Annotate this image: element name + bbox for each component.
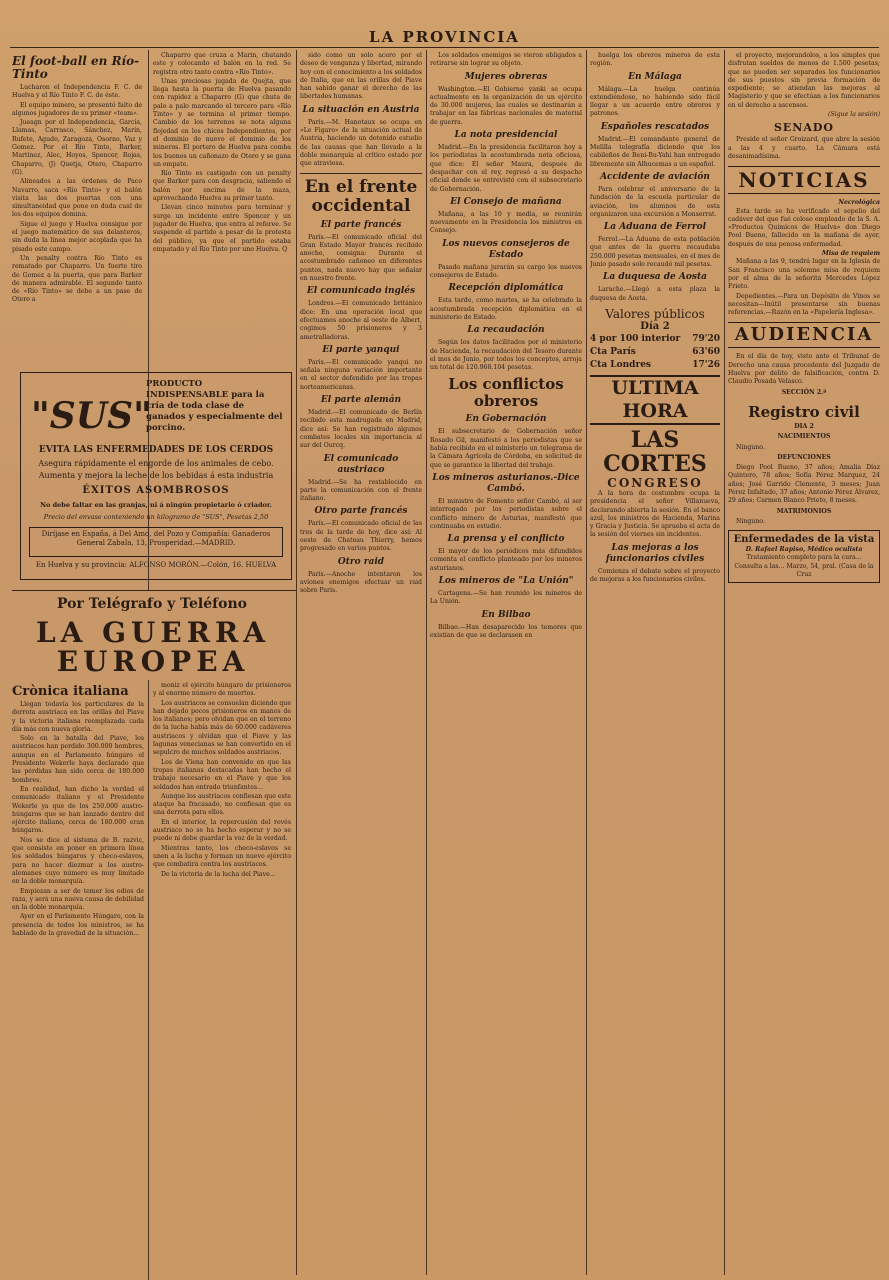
necrologica-heading: Necrológica: [838, 199, 880, 207]
section-heading: Recepción diplomática: [448, 283, 564, 294]
sus-line: No debe faltar en las granjas, ni á ningún propietario ó criador.: [40, 501, 272, 509]
article-paragraph: Madrid.—El comunicado de Berlín recibido esta madrugada en Madrid, dice así: Se han registrado algunos combates locales sin importancia al sur del Ourcq.: [300, 409, 422, 450]
conflictos-headline: Los conflictos obreros: [448, 375, 564, 411]
defunciones-heading: DEFUNCIONES: [777, 453, 831, 461]
vista-title: Enfermedades de la vista: [733, 534, 875, 546]
valores-value: 17'26: [692, 359, 720, 370]
cronica-paragraph: Nos se dice al sistema de B. razvic, que consiste en poner en primera línea los soldados húngaros y checo-eslavos, para no hacer diezmar a los austro-alemanes cuyo número es muy limitado en la doble monarquía.: [12, 836, 144, 886]
sus-advertisement: [20, 372, 292, 580]
misa-heading: Misa de requiem: [821, 250, 880, 258]
section-heading: En Bilbao: [481, 609, 531, 620]
sus-line: En Huelva y su provincia: ALFONSO MORÓN.—Colón, 16. HUELVA: [35, 561, 277, 569]
registro-date: DIA 2: [794, 422, 814, 430]
section-heading: El comunicado austriaco: [323, 453, 399, 475]
section-heading: Españoles rescatados: [600, 121, 710, 132]
valores-value: 79'20: [692, 333, 720, 344]
article-paragraph: Londres.—El comunicado británico dice: En una operación local que efectuamos anoche al oeste de Albert, cogimos 50 prisioneros y 3 ametralladoras.: [300, 300, 422, 341]
congreso-heading: CONGRESO: [607, 475, 703, 490]
masthead: LA PROVINCIA: [369, 28, 520, 46]
cronica-paragraph: Mientras tanto, los checo-eslavos se unen a la lucha y forman un nuevo ejército que combatirá contra los austriacos.: [153, 844, 291, 869]
article-paragraph: Ninguno.: [736, 517, 765, 525]
noticias-headline: NOTICIAS: [728, 166, 880, 194]
telegrafo-heading: Por Telégrafo y Teléfono: [57, 596, 247, 612]
ultima-hora-headline: ULTIMA HORA: [590, 375, 720, 425]
top-rule: [10, 47, 879, 48]
football-continuation: [153, 52, 291, 364]
article-paragraph: huelga los obreros mineros de esta región.: [590, 52, 720, 68]
article-paragraph: Ninguno.: [736, 443, 765, 451]
article-paragraph: Madrid.—El comandante general de Melilla telegrafía diciendo que los cabileños de Beni-Bu-Yahi han entregado libremente sin Alhucemas a un español.: [590, 135, 720, 168]
article-paragraph: Madrid.—Se ha restablecido en parte la comunicación con el frente italiano.: [300, 478, 422, 503]
sus-line: Aumenta y mejora la leche de los bebidas á esta industria: [38, 471, 274, 480]
article-paragraph: Larache.—Llegó a esta plaza la duquesa de Aosta.: [590, 286, 720, 302]
section-rule: [12, 590, 296, 591]
section-heading: Los nuevos consejeros de Estado: [442, 238, 570, 260]
article-paragraph: Mañana, a las 10 y media, se reunirán nuevamente en la Presidencia los ministros en Consejo.: [430, 210, 582, 235]
cronica-paragraph: Llegan todavía los particulares de la derrota austriaca en las orillas del Piave y la victoria italiana reemplazada cada día más con nueva gloria.: [12, 701, 144, 733]
nacimientos-heading: NACIMIENTOS: [777, 433, 831, 441]
football-paragraph: Un penalty contra Río Tinto es rematado por Chaparro. Un fuerte tiro de Gomez a la puerta, que para Barker de manera admirable. El segundo tanto de «Río Tinto» se debe a un pase de Otero a: [12, 254, 142, 304]
football-article: [12, 52, 142, 372]
column-rule: [586, 50, 587, 1275]
article-paragraph: El subsecretario de Gobernación señor Rosado Gil, manifestó a los periodistas que se había recibido en el ministerio un telegrama de la Cámara Agrícola de Córdoba, en solicitud de que se garantice la libertad del trabajo.: [430, 428, 582, 469]
sus-line: Diríjase en España, á Del Amo, del Pozo y Compañía: Ganaderos General Zabala, 13, Prosperidad.—MADRID.: [29, 527, 283, 557]
article-paragraph: sido como un solo acero por el deseo de venganza y libertad, mirando hoy con el conocimiento a los soldados de Italia, que en las orillas del Piave han sabido ganar el derecho de las libertades humanas.: [300, 52, 422, 101]
article-paragraph: París.—El comunicado oficial del Gran Estado Mayor francés recibido anoche, consigna: Durante el acostumbrado cañoneo en diferentes puntos, nada nuevo hay que señalar en nuestro frente.: [300, 233, 422, 283]
column-rule: [724, 50, 725, 1275]
article-paragraph: Los soldados enemigos se vieron obligados a retirarse sin lograr su objeto.: [430, 52, 582, 68]
football-paragraph: Llevan cinco minutos para terminar y surge un incidente entre Spencer y un jugador de Huelva, que entra al referee. Se suspende el partido a pesar de la protesta del público, ya que el partido estaba empatado y el Río Tinto por uno Huelva. Q: [153, 204, 291, 253]
valores-label: Cta Londres: [590, 359, 651, 370]
sus-line: ÉXITOS ASOMBROSOS: [82, 485, 230, 496]
valores-row: [590, 333, 720, 346]
article-paragraph: París.—El comunicado oficial de las tres de la tarde de hoy, dice así: Al oeste de Chateau Thierry, hemos progresado en varios puntos.: [300, 520, 422, 553]
valores-value: 63'60: [692, 346, 720, 357]
article-paragraph: Pasado mañana jurarán su cargo los nuevos consejeros de Estado.: [430, 263, 582, 280]
cronica-paragraph: Solo en la batalla del Piave, los austriacos han perdido 300.000 hombres, aunque en el Parlamento húngaro el Presidente Wekerle haya declarado que las pérdidas han sido cerca de 180.000 hombres.: [12, 735, 144, 784]
matrimonios-heading: MATRIMONIOS: [776, 507, 832, 515]
section-heading: La Aduana de Ferrol: [603, 222, 707, 233]
article-paragraph: París.—El comunicado yanqui no señala ninguna variación importante en el sector defendido por las tropas norteamericanas.: [300, 358, 422, 391]
section-heading: En Málaga: [628, 71, 682, 82]
section-heading: Los mineros de "La Unión": [438, 575, 574, 586]
cronica-paragraph: En el interior, la repercusión del revés austriaco no se ha hecho esperar y no se puede ni debe guardar la voz de la verdad.: [153, 818, 291, 843]
article-paragraph: Según los datos facilitados por el ministerio de Hacienda, la recaudación del Tesoro durante el mes de Junio, por todos los conceptos, arroja un total de 120.968.104 pesetas.: [430, 339, 582, 372]
guerra-headline: LA GUERRA EUROPEA: [35, 616, 271, 678]
section-heading: El Consejo de mañana: [450, 196, 562, 207]
football-paragraph: Unas preciosas jugada de Quejta, que llega hasta la puerta de Huelva pasando con rapidez a Chaparro (G) que chuta de palo a palo marcando el tercero para «Río Tinto» y se termina el primer tiempo. Cambio de los terrenos se nota alguna flojedad en los chicos Independientes, por el dominio de nuevo el dominio de los mineros. El portero de Huelva para comba los buenos un cañonazo de Otero y se gana un empate.: [153, 77, 291, 168]
section-rule: [300, 173, 422, 174]
article-paragraph: El ministro de Fomento señor Cambó, al ser interrogado por los periodistas sobre el conflicto minero de Asturias, manifestó que continuaba en estudio.: [430, 497, 582, 530]
cronica-article: [12, 682, 144, 1272]
article-paragraph: En el día de hoy, visto ante el Tribunal de Derecho una causa procedente del Juzgado de Huelva por delito de falsificación, contra D. Claudio Posada Velasco.: [728, 353, 880, 386]
football-paragraph: Jueagn por el Independencia, García, Llamas, Carrasco, Sánchez, Marín, Rufete, Agudo, Zaragoza, Osorno, Vaz y Gomez. Por el Río Tinto, Barker, Martínez, Alec, Hoyos, Spencer, Rojas, Chaparro, (J) Quetja, Otero, Chaparro (G).: [12, 119, 142, 176]
section-heading: Los mineros asturianos.-Dice Cambó.: [432, 472, 580, 494]
noticias-column: [728, 52, 880, 1272]
column-rule: [426, 50, 427, 1275]
article-paragraph: Depedientes.—Para un Depósito de Vinos se necesitan—Inútil presentarse sin buenas referencias.—Razón en la «Papelería Inglesa».: [728, 292, 880, 317]
sus-tagline: PRODUCTO INDISPENSABLE para la cría de toda clase de ganados y especialmente del porcino.: [146, 379, 283, 433]
vista-advertisement: [728, 530, 880, 583]
cronica-paragraph: moniz el ejército húngaro de prisioneros y al enorme número de muertos.: [153, 682, 291, 698]
section-heading: La recaudación: [467, 325, 545, 336]
cronica-paragraph: Aunque los austriacos confiesan que este ataque ha fracasado, no confiesan que es una derrota para ellos.: [153, 792, 291, 817]
cortes-headline: LAS CORTES: [603, 426, 707, 477]
sus-line: EVITA LAS ENFERMEDADES DE LOS CERDOS: [38, 445, 274, 455]
valores-label: Cta París: [590, 346, 636, 357]
article-paragraph: Esta tarde, como martes, se ha celebrado la acostumbrada recepción diplomática en el ministerio de Estado.: [430, 297, 582, 321]
article-paragraph: el proyecto, mejorandolos, a los simples que disfrutan sueldos de menos de 1.500 pesetas; que no pueden ser separados los funcionarios de sus puestos sin previa formación de expediente; se atiendan las mejoras al Magisterio y que se efectúan a los funcionarios en el derecho a ascensos.: [728, 52, 880, 109]
article-paragraph: Madrid.—En la presidencia facilitaron hoy a los periodistas la acostumbrada nota oficiosa, que dice: El señor Maura, después de despachar con el rey, regresó a su despacho oficial donde se entrevistó con el subsecretario de Gobernación.: [430, 144, 582, 193]
national-news-column: [430, 52, 582, 1272]
registro-headline: Registro civil: [748, 402, 860, 421]
cronica-paragraph: De la victoria de la lucha del Piave...: [161, 870, 276, 878]
section-heading: Otro raid: [337, 556, 385, 567]
valores-row: [590, 346, 720, 359]
section-heading: El parte francés: [320, 219, 402, 230]
frente-headline: En el frente occidental: [304, 176, 418, 216]
football-paragraph: Chaparro que cruza a Marín, chutando este y colocando el balón en la red. Se registra otro tanto contra «Río Tinto».: [153, 52, 291, 76]
valores-title: Valores públicos: [605, 306, 705, 321]
football-paragraph: Lucharon el Independencia F. C. de Huelva y el Río Tinto F. C. de éste.: [12, 84, 142, 100]
article-paragraph: Málaga.—La huelga continúa extendiéndose, no habiendo sido fácil llegar a un acuerdo entre obreros y patronos.: [590, 85, 720, 118]
cronica-title: Crònica italiana: [12, 684, 129, 699]
article-paragraph: Cartagena.—Se han reunido los mineros de La Unión.: [430, 589, 582, 606]
seccion-heading: SECCIÓN 2.ª: [781, 388, 827, 396]
section-heading: La duquesa de Aosta: [603, 272, 707, 283]
section-heading: La nota presidencial: [454, 130, 558, 141]
senado-heading: SENADO: [773, 121, 835, 135]
section-heading: En Gobernación: [465, 414, 547, 425]
war-news-column: [300, 52, 422, 1272]
valores-label: 4 por 100 interior: [590, 333, 681, 344]
section-heading: Otro parte francés: [314, 506, 408, 517]
vista-doctor: D. Rafael Rapiso, Médico oculista: [745, 546, 863, 554]
football-paragraph: Río Tinto es castigado con un penalty que Barker para con desgracia, saliendo el balón por encima de la maza, aprovechando Huelva su primer tanto.: [153, 170, 291, 203]
article-paragraph: A la hora de costumbre ocupa la presidencia el señor Villanueva, declarando abierta la sesión. En el banco azul, los ministros de Hacienda, Marina y Gracia y Justicia. Se aprueba el acta de la sesión del viernes sin incidentes.: [590, 489, 720, 539]
valores-row: [590, 359, 720, 372]
sigue-note: (Sigue la sesión): [828, 111, 880, 119]
article-paragraph: Preside el señor Groizard, que abre la sesión a las 4 y cuarto. La Cámara está desanimadísima.: [728, 136, 880, 160]
column-rule: [148, 680, 149, 1280]
cronica-paragraph: Los austriacos se consuelan diciendo que han dejado pocos prisioneros en manos de los italianos; pero olvidan que en el terreno de la lucha había más de 60.000 cadáveres austriacos y olvidan que el Piave y las lagunas venecianas se han convertido en el sepulcro de muchos soldados austriacos.: [153, 699, 291, 757]
article-paragraph: Esta tarde se ha verificado el sepelio del cadáver del que fué celoso empleado de la S. A. «Productos Químicos de Huelva» don Diego Pool Bueno, fallecido en la mañana de ayer, después de una penosa enfermedad.: [728, 207, 880, 248]
vista-text: Tratamiento completo para la cura... Consulta a las... Marzo, 54, pral. (Casa de la Cruz: [734, 554, 874, 579]
column-rule: [296, 50, 297, 1275]
valores-date: Día 2: [640, 320, 670, 332]
section-heading: El parte alemán: [320, 395, 402, 406]
article-paragraph: Washington.—El Gobierno yanki se ocupa actualmente en la organización de un ejército de 30.000 mujeres, las cuales se destinarán a trabajar en las fábricas nacionales de material de guerra.: [430, 85, 582, 126]
cronica-continuation: [153, 682, 291, 1272]
section-heading: La prensa y el conflicto: [447, 534, 565, 545]
football-paragraph: Alineados a las órdenes de Paco Navarro, saca «Río Tinto» y el balón visita las dos puertas con una simultaneidad que pone en duda cual de los dos equipos domina.: [12, 178, 142, 219]
section-heading: El comunicado inglés: [306, 286, 416, 297]
section-heading: Las mejoras a los funcionarios civiles: [605, 542, 705, 564]
regional-news-column: [590, 52, 720, 1272]
cronica-paragraph: Ayer en el Parlamento Húngaro, con la presencia de todos los ministros, se ha hablado de la gravedad de la situación...: [12, 913, 144, 938]
sus-brand: "SUS": [31, 395, 152, 437]
article-paragraph: Comienza el debate sobre el proyecto de mejoras a los funcionarios civiles.: [590, 567, 720, 584]
article-paragraph: París.—M. Hanotaux se ocupa en «Le Figaro» de la situación actual de Austria, haciendo un detenido estudio de las causas que han llevado a la doble monarquía al crítico estado por que atraviesa.: [300, 118, 422, 168]
article-paragraph: El mayor de los periódicos más difundidos comenta el conflicto planteado por los mineros asturianos.: [430, 548, 582, 572]
article-paragraph: París.—Anoche intentaron los aviones enemigos efectuar un raid sobre París.: [300, 570, 422, 595]
article-paragraph: Para celebrar el aniversario de la fundación de la escuela particular de aviación, los alumnos de esta organizaron una excursión a Monserrat.: [590, 185, 720, 218]
article-paragraph: Ferrol.—La Aduana de esta población que antes de la guerra recaudaba 250.000 pesetas mensuales, en el mes de Junio pasado solo recaudó mil pesetas.: [590, 236, 720, 269]
section-heading: Accidente de aviación: [600, 171, 710, 182]
section-heading: La situación en Austria: [302, 104, 420, 115]
sus-line: Precio del envase conteniendo un kilogramo de "SUS", Pesetas 2,50: [43, 513, 269, 521]
sus-line: Asegura rápidamente el engorde de los animales de cebo.: [38, 459, 274, 468]
cronica-paragraph: Empiezan a ser de temer los odios de raza, y será una nueva causa de debilidad en la doble monarquía.: [12, 887, 144, 912]
article-paragraph: Bilbao.—Han desaparecido los temores que existían de que se declarasen en: [430, 623, 582, 639]
cronica-paragraph: Los de Viena han convenido en que las tropas italianas destacadas han hecho el trabajo necesario en el Piave y que los soldados han entrado triunfantes...: [153, 758, 291, 791]
cronica-paragraph: En realidad, han dicho la verdad el comunicado italiano y el Presidente Wekerle ya que de los 250.000 austro-húngaros que se han lanzado dentro del ejército italiano, cerca de 180.000 eran húngaros.: [12, 785, 144, 835]
section-heading: Mujeres obreras: [464, 71, 548, 82]
football-paragraph: El equipo minero, se presentó falto de algunos jugadores de su primer «team».: [12, 101, 142, 117]
football-title: El foot-ball en Río-Tinto: [12, 54, 140, 81]
football-paragraph: Sigue el juego y Huelva consigue por el juego matemático de sus delanteros, sin duda la línea mejor acoplada que ha pisado este campo.: [12, 220, 142, 253]
article-paragraph: Mañana a las 9, tendrá lugar en la Iglesia de San Francisco una solemne misa de requiem por el alma de la señorita Mercedes López Frieto.: [728, 258, 880, 291]
article-paragraph: Diego Pool Bueno, 37 años; Amalia Díaz Quintero, 78 años; Sofía Pérez Marquez, 24 años; José Garrido Clemente, 3 meses; Juan Pérez Infaltado, 37 años; Antonio Pérez Álvarez, 29 años; Carmen Blanco Prieto, 8 meses.: [728, 464, 880, 505]
audiencia-headline: AUDIENCIA: [728, 322, 880, 348]
section-heading: El parte yanqui: [322, 344, 400, 355]
